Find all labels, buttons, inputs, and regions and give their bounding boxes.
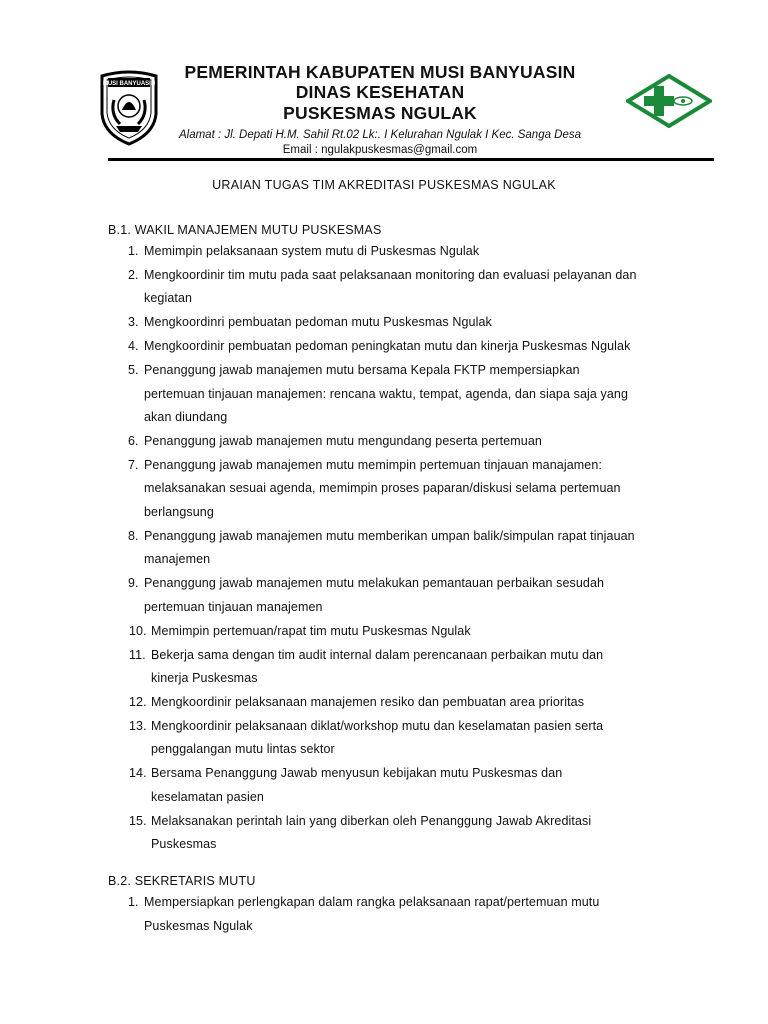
list-item-number: 1. (128, 244, 139, 258)
list-item-number: 7. (128, 457, 139, 472)
list-item (0, 572, 768, 596)
list-item-continuation (0, 833, 768, 857)
list-item (0, 454, 768, 478)
list-item-continuation (0, 667, 768, 691)
list-item-continuation (0, 548, 768, 572)
list-item-text: Penanggung jawab manajemen mutu melakukan pemantauan perbaikan sesudah (144, 576, 605, 591)
header-email: Email : ngulakpuskesmas@gmail.com (282, 144, 478, 156)
list-item (0, 264, 768, 288)
list-item-continuation (0, 406, 768, 430)
list-item-continuation (0, 383, 768, 407)
list-item-text: manajemen (144, 552, 211, 567)
list-item-text: Mengkoordinir pembuatan pedoman peningkatan mutu dan kinerja Puskesmas Ngulak (144, 339, 631, 354)
header-divider (108, 158, 714, 161)
list-item-number: 5. (128, 363, 139, 378)
list-item-continuation (0, 477, 768, 501)
list-item-text: kegiatan (144, 291, 193, 306)
list-item (0, 691, 768, 715)
list-item-text: Bersama Penanggung Jawab menyusun kebijakan mutu Puskesmas dan (151, 766, 563, 781)
section-heading-b2: B.2. SEKRETARIS MUTU (108, 874, 256, 888)
list-item (0, 762, 768, 786)
header-department: DINAS KESEHATAN (295, 82, 465, 102)
list-item-text: Penanggung jawab manajemen mutu bersama Kepala FKTP mempersiapkan (144, 363, 580, 378)
list-item-number: 6. (128, 434, 139, 448)
list-item-number: 13. (129, 718, 147, 733)
list-item-text: keselamatan pasien (151, 789, 264, 804)
list-item-text: Penanggung jawab manajemen mutu memberikan umpan balik/simpulan rapat tinjauan (144, 528, 635, 543)
list-item-number: 4. (128, 339, 139, 354)
list-item (0, 359, 768, 383)
list-item-text: pertemuan tinjauan manajemen: rencana waktu, tempat, agenda, dan siapa saja yang (144, 386, 629, 401)
list-item-number: 1. (128, 895, 139, 909)
list-item-text: Mengkoordinir pelaksanaan manajemen resiko dan pembuatan area prioritas (151, 694, 585, 709)
list-item-text: Mengkoordinri pembuatan pedoman mutu Puskesmas Ngulak (144, 315, 492, 330)
list-item-number: 10. (129, 623, 147, 638)
list-item-text: berlangsung (144, 504, 214, 519)
list-item-number: 9. (128, 576, 139, 591)
list-item-text: Mengkoordinir pelaksanaan diklat/workshop mutu dan keselamatan pasien serta (151, 718, 604, 733)
list-item-number: 2. (128, 267, 139, 282)
list-item-text: Penanggung jawab manajemen mutu mengundang peserta pertemuan (144, 434, 542, 448)
puskesmas-logo (626, 74, 712, 128)
list-item-number: 14. (129, 766, 147, 781)
list-item-text: Mempersiapkan perlengkapan dalam rangka pelaksanaan rapat/pertemuan mutu (144, 895, 600, 909)
list-item (0, 620, 768, 644)
header-puskesmas: PUSKESMAS NGULAK (283, 103, 477, 123)
list-item-text: Melaksanakan perintah lain yang diberkan oleh Penanggung Jawab Akreditasi (151, 813, 592, 828)
list-item (0, 311, 768, 335)
list-item-text: kinerja Puskesmas (151, 671, 258, 685)
list-item-text: Memimpin pertemuan/rapat tim mutu Puskesmas Ngulak (151, 623, 471, 638)
list-item-continuation (0, 287, 768, 311)
list-item-number: 3. (128, 315, 139, 330)
list-item-text: penggalangan mutu lintas sektor (151, 742, 335, 757)
list-item-text: Memimpin pelaksanaan system mutu di Puskesmas Ngulak (144, 244, 480, 258)
section-heading-b1: B.1. WAKIL MANAJEMEN MUTU PUSKESMAS (108, 223, 382, 237)
list-item (0, 891, 768, 915)
list-item-text: Mengkoordinir tim mutu pada saat pelaksanaan monitoring dan evaluasi pelayanan dan (144, 267, 637, 282)
list-item-continuation (0, 596, 768, 620)
list-item-text: melaksanakan sesuai agenda, memimpin proses paparan/diskusi selama pertemuan (144, 481, 621, 496)
list-item (0, 430, 768, 454)
list-item-number: 12. (129, 694, 147, 709)
list-item (0, 240, 768, 264)
list-item (0, 335, 768, 359)
list-item (0, 525, 768, 549)
list-item-number: 11. (129, 647, 146, 662)
list-item-continuation (0, 738, 768, 762)
list-item-text: Puskesmas Ngulak (144, 918, 253, 933)
document-title: URAIAN TUGAS TIM AKREDITASI PUSKESMAS NGULAK (212, 178, 556, 192)
list-item-text: Bekerja sama dengan tim audit internal dalam perencanaan perbaikan mutu dan (151, 647, 604, 662)
list-item (0, 715, 768, 739)
list-item (0, 644, 768, 668)
header-address: Alamat : Jl. Depati H.M. Sahil Rt.02 Lk:. I Kelurahan Ngulak I Kec. Sanga Desa (178, 129, 582, 141)
list-item-text: Puskesmas (151, 837, 217, 852)
list-item-number: 15. (129, 813, 147, 828)
list-item-continuation (0, 915, 768, 939)
list-item-text: Penanggung jawab manajemen mutu memimpin pertemuan tinjauan manajamen: (144, 457, 602, 472)
list-item-text: akan diundang (144, 410, 228, 425)
svg-text:MUSI BANYUASIN: MUSI BANYUASIN (102, 81, 156, 87)
list-item-continuation (0, 786, 768, 810)
list-item-number: 8. (128, 528, 139, 543)
list-item-continuation (0, 501, 768, 525)
list-item (0, 810, 768, 834)
header-government: PEMERINTAH KABUPATEN MUSI BANYUASIN (184, 62, 576, 82)
list-item-text: pertemuan tinjauan manajemen (144, 599, 323, 614)
